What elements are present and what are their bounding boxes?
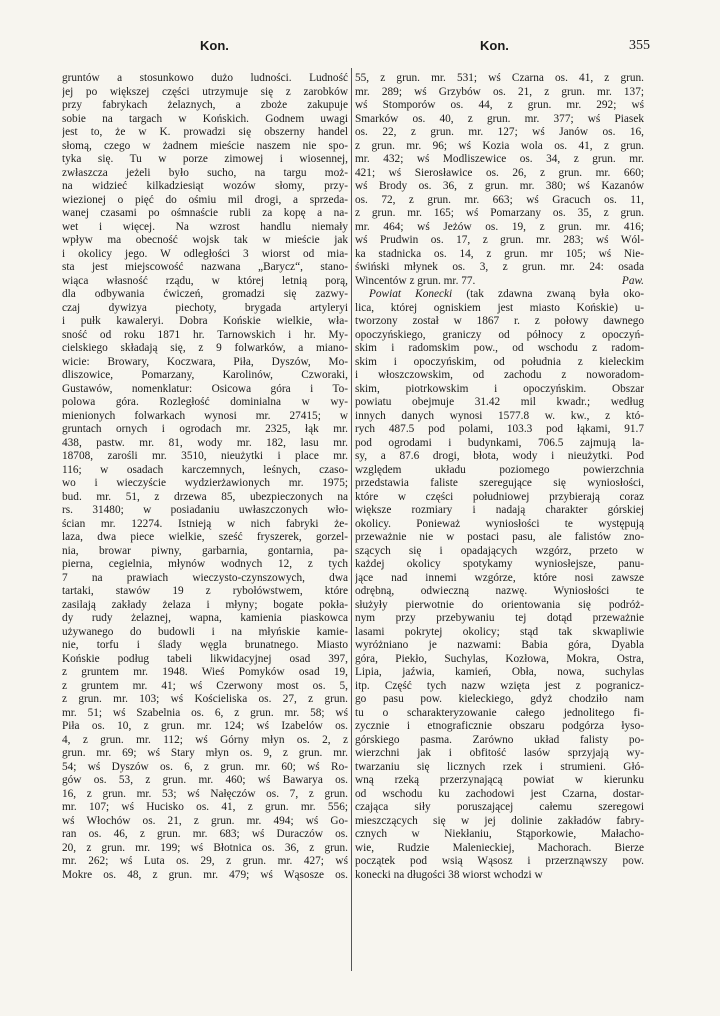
text-line: każdej okolicy spotykamy wyniosłejsze, panu- <box>355 558 644 570</box>
header-left-keyword: Kon. <box>200 38 229 53</box>
text-line: jest to, że w K. prowadzi się obszerny handel <box>62 126 348 138</box>
left-column <box>62 72 348 882</box>
text-line: wś Prudwin os. 17, z grun. mr. 283; wś Wól- <box>355 234 644 246</box>
text-line: 55, z grun. mr. 531; wś Czarna os. 41, z grun. <box>355 72 644 84</box>
text-line: mieszczących się w jej dolinie zakładów fabry- <box>355 814 644 827</box>
text-line: wie, Rudzie Malenieckiej, Machorach. Bierze <box>355 841 644 854</box>
text-line: nie, torfu i ślady węgla brunatnego. Miasto <box>62 639 348 651</box>
text-line: dliszowice, Pomarzany, Karolinów, Czworaki, <box>62 369 348 381</box>
text-line: skim i radomskim pow., od wschodu z radom- <box>355 342 644 354</box>
text-line: odrębną, odwieczną nazwę. Wyniosłości te <box>355 585 644 597</box>
text-line: szących się i opadających wzgórz, przeto w <box>355 544 644 557</box>
entry-heading-rest: (tak zdawna zwaną była oko- <box>452 288 644 300</box>
author-signature: Paw. <box>621 274 644 287</box>
text-line: lica, której ogniskiem jest miasto Końskie) u- <box>355 301 644 314</box>
text-line: wś Stomporów os. 44, z grun. mr. 292; wś <box>355 99 644 111</box>
text-line: bud. mr. 51, z drzewa 85, ubezpieczonych na <box>62 490 348 503</box>
text-line: które w części południowej przybierają coraz <box>355 490 644 503</box>
text-line: 116; w osadach karczemnych, leśnych, czaso- <box>62 463 348 476</box>
text-line: mr. 51; wś Szabelnia os. 6, z grun. mr. 58; wś <box>62 706 348 719</box>
text-line: rs. 31480; w posiadaniu uwłaszczonych wło- <box>62 504 348 516</box>
text-line: przy fabrykach żelaznych, a zboże zakupuje <box>62 99 348 111</box>
text-line: gruntach ornych i ogrodach mr. 2325, łąk mr. <box>62 423 348 435</box>
text-line: ścian mr. 12274. Istnieją w nich fabryki że- <box>62 517 348 530</box>
text-line: świński młynek os. 3, z grun. mr. 24: osada <box>355 261 644 273</box>
text-line: ka stadnicka os. 14, z grun. mr 105; wś Nie- <box>355 247 644 260</box>
text-line: wierzchni jak i obfitość lasów sprzyjają wy- <box>355 747 644 759</box>
text-line: większe rozmiary i nadają charakter górskiej <box>355 504 644 516</box>
text-line: go pasu pow. kieleckiego, gdyż chodziło nam <box>355 693 644 705</box>
text-line: skim i opoczyńskim, od południa z kieleckim <box>355 355 644 368</box>
text-line: na widzieć kilkadziesiąt wozów słomy, przy- <box>62 180 348 192</box>
text-line: 421; wś Sierosławice os. 26, z grun. mr. 660; <box>355 166 644 179</box>
right-column-entry-powiat <box>355 302 644 883</box>
text-line: wś Brody os. 36, z grun. mr. 380; wś Kazanów <box>355 180 644 192</box>
text-line: początek pod wsią Wąsosz i przerznąwszy pow. <box>355 855 644 867</box>
text-line-signature <box>355 275 644 289</box>
text-line: przedstawia faliste szeregujące się wyniosłości, <box>355 477 644 489</box>
text-line: względem układu poziomego powierzchnia <box>355 463 644 476</box>
text-line: Mokre os. 48, z grun. mr. 479; wś Wąsosze os. <box>62 868 348 881</box>
text-line: 54; wś Dyszów os. 6, z grun. mr. 60; wś Ro- <box>62 760 348 773</box>
text-line: twarzaniu się licznych rzek i strumieni. Głó- <box>355 760 644 773</box>
text-line: polowa góra. Rozległość dominialna w wy- <box>62 396 348 408</box>
text-line: tworzony został w 1867 r. z połowy dawnego <box>355 315 644 327</box>
right-column-entry-end <box>355 72 644 275</box>
running-header <box>62 38 650 58</box>
text-line: wo i wieczyście wydzierżawionych mr. 1975; <box>62 477 348 489</box>
text-line: mr. 432; wś Modliszewice os. 34, z grun. mr. <box>355 153 644 165</box>
text-line: os. 72, z grun. mr. 663; wś Gracuch os. 11, <box>355 193 644 206</box>
text-line: przeważnie nie w postaci pasu, ale falistów zno- <box>355 531 644 543</box>
text-line: cielskiego składają się, z 9 folwarków, a miano- <box>62 342 348 354</box>
text-line: rych 487.5 pod polami, 103.3 pod łąkami, 91.7 <box>355 423 644 435</box>
text-line: z grun. mr. 103; wś Kościeliska os. 27, z grun. <box>62 693 348 705</box>
right-column <box>355 72 644 882</box>
text-line: Gustawów, nomenklatur: Osicowa góra i To- <box>62 382 348 395</box>
text-line: nia, browar piwny, garbarnia, gontarnia, pa- <box>62 544 348 557</box>
text-line: wet i więcej. Na wzrost handlu niemały <box>62 220 348 233</box>
text-line: z grun. mr. 96; wś Kozia wola os. 41, z grun. <box>355 139 644 152</box>
text-line: innych danych wynosi 1577.8 w. kw., z któ- <box>355 409 644 422</box>
text-line: itp. Część tych nazw wzięta jest z pogranicz- <box>355 679 644 692</box>
text-line: wyróżniano je nazwami: Babia góra, Dyabla <box>355 639 644 651</box>
entry-heading: Powiat Konecki <box>369 288 453 300</box>
text-line: 20, z grun. mr. 199; wś Błotnica os. 36, z grun. <box>62 841 348 854</box>
text-line: i pułk kawaleryi. Dobra Końskie wielkie, wła- <box>62 315 348 327</box>
text-line: zwłaszcza jeżeli było sucho, na targu moż- <box>62 166 348 179</box>
text-line: laza, dwa piece wielkie, sześć fryszerek, gorzel- <box>62 531 348 543</box>
text-line: wiezionej o pięć do ośmiu mil drogi, a sprzeda- <box>62 193 348 206</box>
text-line: opoczyńskiego, graniczy od północy z opoczyń- <box>355 328 644 341</box>
text-line: służyły pierwotnie do orientowania się podróż- <box>355 598 644 611</box>
text-line: ran os. 46, z grun. mr. 683; wś Duraczów os. <box>62 828 348 840</box>
text-line: z gruntem mr. 1948. Wieś Pomyków osad 19, <box>62 666 348 678</box>
text-line: wanej czasami po ośmnaście rubli za kopę a na- <box>62 207 348 219</box>
column-divider <box>351 68 352 971</box>
text-line: okolicy. Ponieważ wyniosłości te występują <box>355 517 644 530</box>
header-right-keyword: Kon. <box>480 38 509 53</box>
text-line: słomą, czego w żadnem mieście naszem nie spo- <box>62 139 348 152</box>
text-line-entry-start <box>355 288 644 302</box>
text-line: tu o scharakteryzowanie całego jednolitego fi- <box>355 706 644 719</box>
text-line: góra, Piekło, Suchylas, Kozłowa, Mokra, Ostra, <box>355 652 644 665</box>
text-line: górskiego pasma. Zarówno układ falisty po- <box>355 733 644 746</box>
text-line: sy, a 87.6 drogi, błota, wody i nieużytki. Pod <box>355 450 644 462</box>
text-line: Piła os. 10, z grun. mr. 124; wś Izabelów os. <box>62 720 348 732</box>
text-line: jej po większej części utrzymuje się z zarobków <box>62 85 348 98</box>
text-line: używanego do budowli i na młyńskie kamie- <box>62 625 348 638</box>
text-line: wicie: Browary, Koczwara, Piła, Dyszów, Mo- <box>62 355 348 368</box>
text-line: mr. 464; wś Jeżów os. 19, z grun. mr. 416; <box>355 220 644 233</box>
text-line: grun. mr. 69; wś Stary młyn os. 9, z grun. mr. <box>62 747 348 759</box>
text-line: i okolicy jego. W odległości 3 wiorst od mia- <box>62 247 348 260</box>
text-line: dla odbywania ćwiczeń, gromadzi się zazwy- <box>62 288 348 300</box>
text-line: 18708, zarośli mr. 3510, nieużytki i place mr. <box>62 450 348 462</box>
text-line: czająca siły poruszającej całemu szeregowi <box>355 801 644 813</box>
text-line: tartaki, stawów 19 z rybołówstwem, które <box>62 585 348 597</box>
text-line: 4, z grun. mr. 112; wś Górny młyn os. 2, z <box>62 733 348 746</box>
text-line: od wschodu ku zachodowi jest Czarna, dostar- <box>355 787 644 800</box>
text-line: tyka się. Tu w porze zimowej i wiosennej, <box>62 153 348 165</box>
text-line: czaj dywizya piechoty, brygada artyleryi <box>62 301 348 314</box>
text-line: wną rzeką przerzynającą powiat w kierunku <box>355 774 644 786</box>
text-line: dy rudy żelaznej, wapna, kamienia piaskowca <box>62 612 348 624</box>
text-line: jące nad innemi wzgórze, które nosi zawsze <box>355 571 644 584</box>
text-line: skim, piotrkowskim i opoczyńskim. Obszar <box>355 382 644 395</box>
text-line: os. 22, z grun. mr. 127; wś Janów os. 16, <box>355 126 644 138</box>
text-line: mr. 262; wś Luta os. 29, z grun. mr. 427; wś <box>62 855 348 867</box>
text-line: zycznie i etnograficznie obszaru podgórza łyso- <box>355 720 644 732</box>
text-line: wś Włochów os. 21, z grun. mr. 494; wś Go- <box>62 814 348 827</box>
text-line: gruntów a stosunkowo dużo ludności. Ludność <box>62 72 348 84</box>
text-line: mienionych folwarkach wynosi mr. 27415; w <box>62 409 348 422</box>
page-number: 355 <box>629 38 650 53</box>
text-line: i włoszczowskim, od zachodu z noworadom- <box>355 369 644 381</box>
text-line: 438, pastw. mr. 81, wody mr. 182, lasu mr. <box>62 436 348 449</box>
text-line: Końskie podług tabeli likwidacyjnej osad 397, <box>62 652 348 665</box>
text-line: pod ogrodami i budynkami, 706.5 zajmują la- <box>355 436 644 449</box>
text-line: z gruntem mr. 41; wś Czerwony most os. 5, <box>62 679 348 692</box>
text-line: powiatu obejmuje 31.42 mil kwadr.; według <box>355 396 644 408</box>
text-line: sność od roku 1871 hr. Tarnowskich i hr. My- <box>62 328 348 341</box>
signature-line-text: Wincentów z grun. mr. 77. <box>355 274 476 287</box>
text-line: lasami pokrytej okolicy; stąd tak skwapliwie <box>355 625 644 638</box>
text-line: 16, z grun. mr. 53; wś Nałęczów os. 7, z grun. <box>62 787 348 800</box>
text-line: 7 na prawiach wieczysto-czynszowych, dwa <box>62 571 348 584</box>
text-line: Smarków os. 40, z grun. mr. 377; wś Piasek <box>355 112 644 125</box>
text-line: mr. 107; wś Hucisko os. 41, z grun. mr. 556; <box>62 801 348 813</box>
text-line: konecki na długości 38 wiorst wchodzi w <box>355 868 543 881</box>
text-line: sta jest miejscowość nazwana „Barycz“, stano- <box>62 261 348 273</box>
text-line: z grun. mr. 165; wś Pomarzany os. 35, z grun. <box>355 207 644 219</box>
text-line: mr. 289; wś Grzybów os. 21, z grun. mr. 137; <box>355 85 644 98</box>
text-line: zasilają zakłady żelaza i młyny; bogate pokła- <box>62 598 348 611</box>
text-line: Lipia, jaźwia, kamień, Obła, nowa, suchylas <box>355 666 644 678</box>
text-line: wpływ ma obecność wojsk tak w mieście jak <box>62 234 348 246</box>
text-line: pierna, cegielnia, młynów wodnych 12, z tych <box>62 558 348 570</box>
text-line: gów os. 53, z grun. mr. 460; wś Bawarya os. <box>62 774 348 786</box>
text-line: sobie na targach w Końskich. Godnem uwagi <box>62 112 348 125</box>
text-line: wiąca własność rządu, w której letnią porą, <box>62 274 348 287</box>
text-line: nym przy przebywaniu tej dotąd przeważnie <box>355 612 644 624</box>
text-line: cznych w Niekłaniu, Stąporkowie, Małacho- <box>355 828 644 840</box>
